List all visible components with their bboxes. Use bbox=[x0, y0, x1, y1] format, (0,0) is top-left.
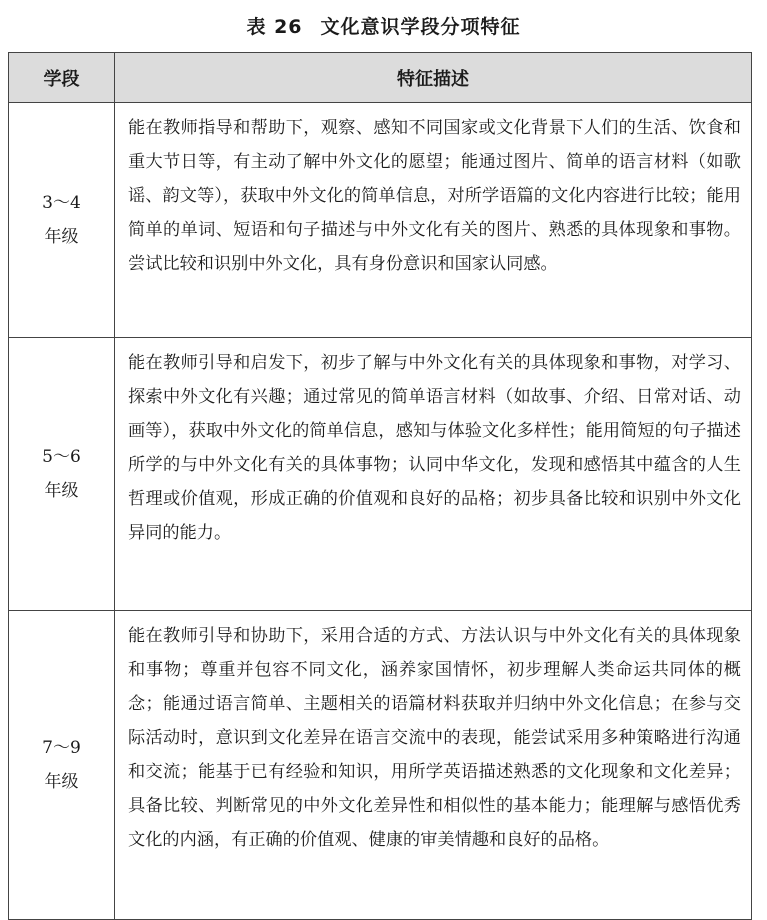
table-row bbox=[9, 338, 752, 611]
stage-unit: 年级 bbox=[44, 227, 79, 247]
description-text: 能在教师引导和协助下，采用合适的方式、方法认识与中外文化有关的具体现象和事物；尊重并包容不同文化，涵养家国情怀，初步理解人类命运共同体的概念；能通过语言简单、主题相关的语篇材料获取并归纳中外文化信息；在参与交际活动时，意识到文化差异在语言交流中的表现，能尝试采用多种策略进行沟通和交流；能基于已有经验和知识，用所学英语描述熟悉的文化现象和文化差异；具备比较、判断常见的中外文化差异性和相似性的基本能力；能理解与感悟优秀文化的内涵，有正确的价值观、健康的审美情趣和良好的品格。 bbox=[128, 626, 741, 850]
stage-cell bbox=[9, 611, 115, 920]
stage-features-table bbox=[8, 52, 752, 920]
header-description: 特征描述 bbox=[115, 53, 752, 103]
stage-unit: 年级 bbox=[44, 481, 79, 501]
stage-cell bbox=[9, 103, 115, 338]
stage-cell bbox=[9, 338, 115, 611]
table-number: 表 26 bbox=[246, 16, 303, 38]
description-cell bbox=[115, 611, 752, 920]
description-text: 能在教师引导和启发下，初步了解与中外文化有关的具体现象和事物，对学习、探索中外文化有兴趣；通过常见的简单语言材料（如故事、介绍、日常对话、动画等），获取中外文化的简单信息，感知与体验文化多样性；能用简短的句子描述所学的与中外文化有关的具体事物；认同中华文化，发现和感悟其中蕴含的人生哲理或价值观，形成正确的价值观和良好的品格；初步具备比较和识别中外文化异同的能力。 bbox=[128, 353, 741, 543]
header-stage: 学段 bbox=[9, 53, 115, 103]
description-text: 能在教师指导和帮助下，观察、感知不同国家或文化背景下人们的生活、饮食和重大节日等，有主动了解中外文化的愿望；能通过图片、简单的语言材料（如歌谣、韵文等），获取中外文化的简单信息，对所学语篇的文化内容进行比较；能用简单的单词、短语和句子描述与中外文化有关的图片、熟悉的具体现象和事物。尝试比较和识别中外文化，具有身份意识和国家认同感。 bbox=[128, 118, 741, 274]
description-cell bbox=[115, 338, 752, 611]
table-caption bbox=[0, 12, 767, 39]
stage-range: 5～6 bbox=[42, 447, 81, 467]
stage-range: 7～9 bbox=[42, 738, 81, 758]
table-header-row bbox=[9, 53, 752, 103]
stage-range: 3～4 bbox=[42, 193, 81, 213]
stage-unit: 年级 bbox=[44, 772, 79, 792]
table-row bbox=[9, 103, 752, 338]
description-cell bbox=[115, 103, 752, 338]
table-title: 文化意识学段分项特征 bbox=[320, 16, 521, 38]
table-row bbox=[9, 611, 752, 920]
